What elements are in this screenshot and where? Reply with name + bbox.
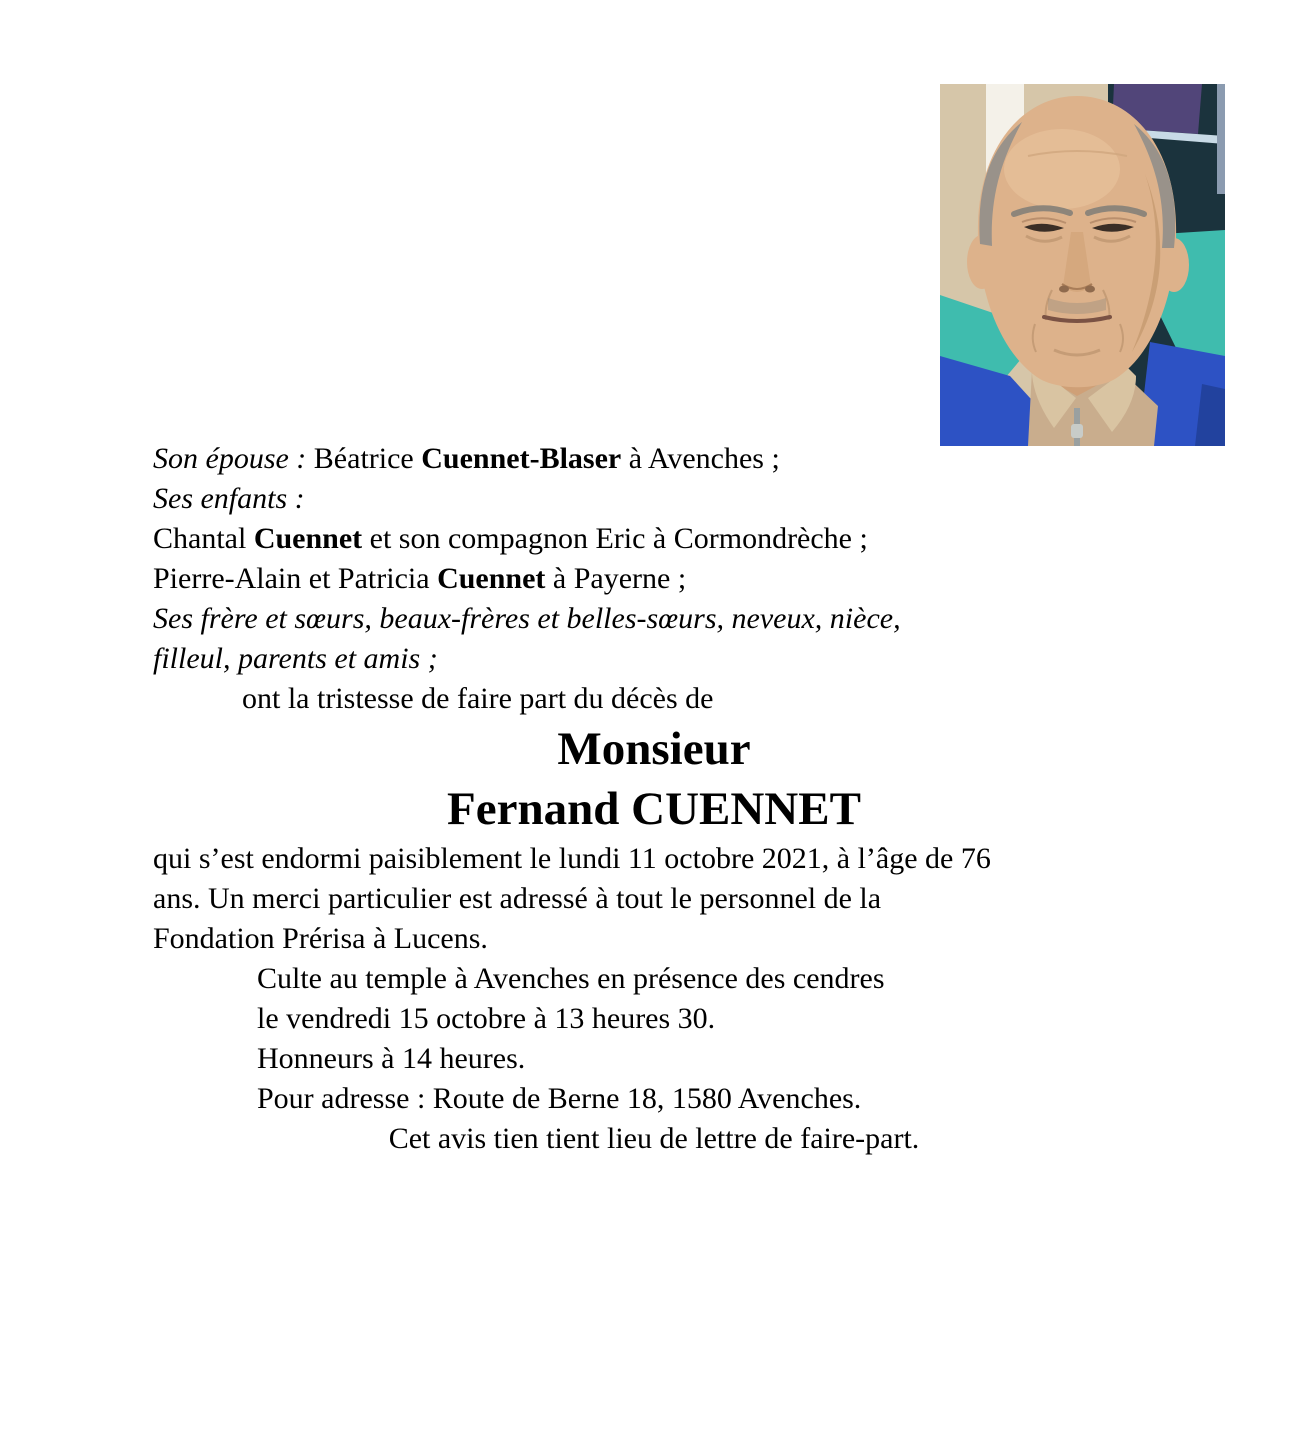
child1-details: et son compagnon Eric à Cormondrèche ; (362, 522, 868, 555)
spouse-paragraph (153, 439, 1155, 479)
photo-zipper-pull (1071, 424, 1083, 438)
relatives-paragraph (153, 599, 1155, 679)
service-line-4: Pour adresse : Route de Berne 18, 1580 Avenches. (257, 1082, 862, 1115)
spouse-location: à Avenches ; (621, 442, 780, 475)
child2-family-name: Cuennet (437, 562, 546, 595)
child2-first-names: Pierre-Alain et Patricia (153, 562, 438, 595)
closing-line: Cet avis tien tient lieu de lettre de faire-part. (388, 1122, 920, 1155)
portrait-photo (940, 84, 1225, 446)
portrait-illustration (940, 84, 1225, 446)
children-heading: Ses enfants : (153, 482, 305, 515)
child1-family-name: Cuennet (253, 522, 363, 555)
relatives-line-2: filleul, parents et amis ; (153, 642, 438, 675)
title-monsieur: Monsieur (557, 723, 751, 775)
death-notice-line-3: Fondation Prérisa à Lucens. (153, 922, 488, 955)
child2-details: à Payerne ; (545, 562, 687, 595)
relatives-line-1: Ses frère et sœurs, beaux-frères et belles-sœurs, neveux, nièce, (153, 602, 901, 635)
announcement-line: ont la tristesse de faire part du décès de (242, 682, 714, 715)
child-line-1 (153, 519, 1155, 559)
child-line-2 (153, 559, 1155, 599)
service-paragraph (153, 959, 1155, 1119)
closing-paragraph (153, 1119, 1155, 1159)
child1-first-name: Chantal (153, 522, 254, 555)
death-notice-line-1: qui s’est endormi paisiblement le lundi 11 octobre 2021, à l’âge de 76 (153, 842, 991, 875)
obituary-text (153, 439, 1155, 1159)
photo-nostril-left (1059, 286, 1069, 293)
photo-nostril-right (1085, 286, 1095, 293)
death-notice-line-2: ans. Un merci particulier est adressé à tout le personnel de la (153, 882, 882, 915)
announcement-paragraph (153, 679, 1155, 719)
death-notice-paragraph (153, 839, 1155, 959)
spouse-first-name: Béatrice (313, 442, 422, 475)
photo-forehead-highlight (1004, 129, 1120, 209)
deceased-name: Fernand CUENNET (447, 783, 861, 835)
spouse-label: Son épouse : (153, 442, 314, 475)
photo-bg-right-edge (1217, 84, 1225, 194)
service-line-1: Culte au temple à Avenches en présence des cendres (257, 962, 885, 995)
spouse-family-name: Cuennet-Blaser (421, 442, 622, 475)
children-paragraph (153, 479, 1155, 599)
service-line-3: Honneurs à 14 heures. (257, 1042, 526, 1075)
service-line-2: le vendredi 15 octobre à 13 heures 30. (257, 1002, 716, 1035)
spouse-line (153, 439, 1155, 479)
